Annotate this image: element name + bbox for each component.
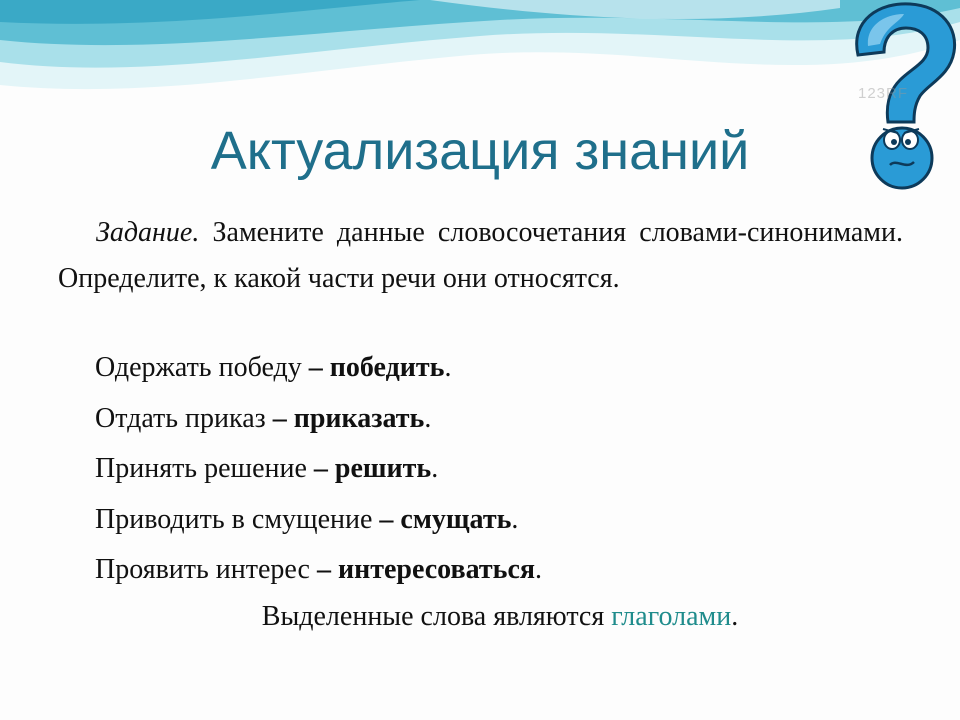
watermark: 123RF bbox=[858, 85, 909, 102]
task-paragraph bbox=[58, 210, 903, 302]
answer: приказать bbox=[293, 402, 425, 434]
conclusion-period: . bbox=[731, 601, 739, 632]
task-label: Задание. bbox=[96, 217, 200, 248]
answer: решить bbox=[334, 453, 432, 484]
period: . bbox=[444, 352, 452, 383]
dash: – bbox=[306, 453, 335, 484]
period: . bbox=[511, 503, 519, 535]
conclusion-text: Выделенные слова являются bbox=[261, 601, 612, 632]
synonym-list bbox=[95, 343, 542, 596]
conclusion bbox=[0, 592, 960, 642]
list-item bbox=[95, 545, 542, 596]
answer: интересоваться bbox=[337, 554, 536, 585]
dash: – bbox=[309, 554, 338, 585]
phrase: Принять решение bbox=[95, 453, 307, 484]
list-item bbox=[95, 343, 542, 394]
conclusion-highlight: глаголами bbox=[611, 601, 732, 632]
answer: смущать bbox=[400, 503, 512, 535]
period: . bbox=[424, 402, 432, 434]
list-item bbox=[95, 495, 542, 546]
period: . bbox=[431, 453, 439, 484]
phrase: Одержать победу bbox=[95, 352, 302, 383]
answer: победить bbox=[329, 352, 445, 383]
wave-header-decoration bbox=[0, 0, 960, 120]
slide-title: Актуализация знаний bbox=[210, 121, 750, 181]
phrase: Отдать приказ bbox=[95, 402, 266, 434]
dash: – bbox=[265, 402, 294, 434]
list-item bbox=[95, 444, 542, 495]
list-item bbox=[95, 394, 542, 445]
dash: – bbox=[372, 503, 401, 535]
dash: – bbox=[301, 352, 330, 383]
phrase: Приводить в смущение bbox=[95, 503, 373, 535]
task-text: Замените данные словосочетания словами-синонимами. Определите, к какой части речи они относятся. bbox=[58, 217, 903, 294]
phrase: Проявить интерес bbox=[95, 554, 310, 585]
period: . bbox=[535, 554, 543, 585]
